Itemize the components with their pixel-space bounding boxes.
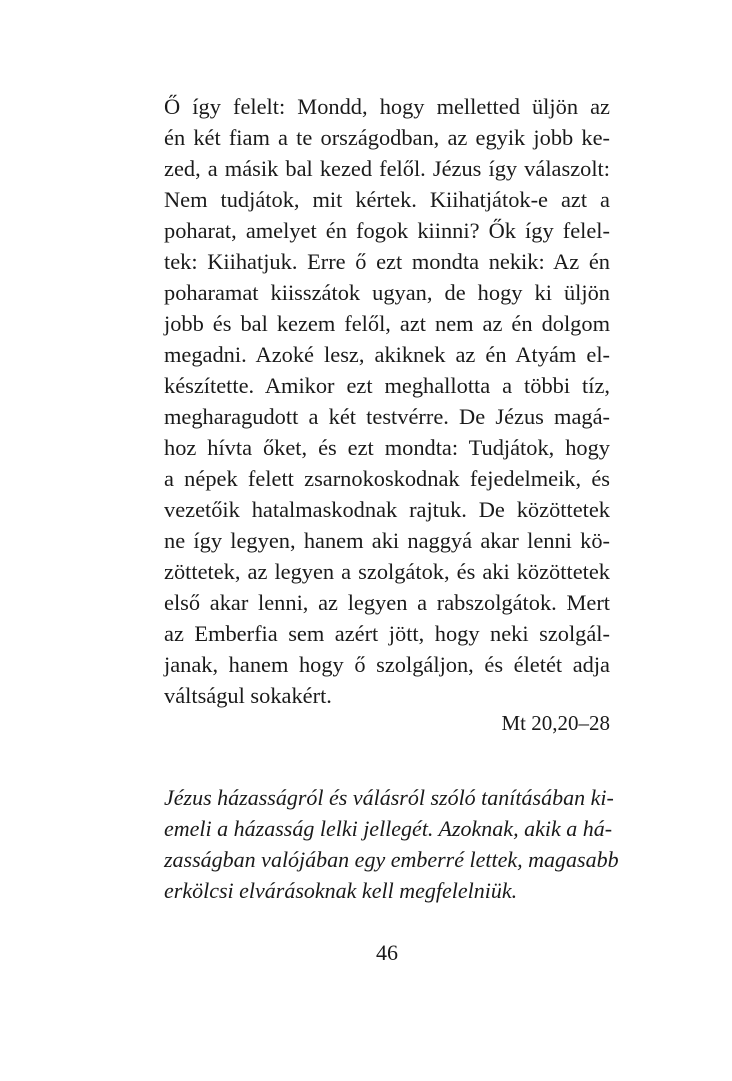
scripture-reference: Mt 20,20–28 [501,711,610,735]
scripture-passage [164,91,610,711]
commentary-line: zasságban valójában egy emberré lettek, magasabb [164,847,619,872]
passage-line: Nem tudjátok, mit kértek. Kiihatjátok-e azt a [164,187,610,212]
passage-line: poharat, amelyet én fogok kiinni? Ők így felel- [164,218,610,243]
passage-line: zöttetek, az legyen a szolgátok, és aki közöttetek [164,559,610,584]
passage-line: janak, hanem hogy ő szolgáljon, és életét adja [164,652,610,677]
passage-line: poharamat kiisszátok ugyan, de hogy ki üljön [164,280,610,305]
passage-line: jobb és bal kezem felől, azt nem az én dolgom [164,311,610,336]
commentary-line: erkölcsi elvárásoknak kell megfelelniük. [164,878,518,903]
passage-line: vezetőik hatalmaskodnak rajtuk. De közöttetek [164,497,610,522]
commentary-line: Jézus házasságról és válásról szóló tanításában ki- [164,785,614,810]
passage-line: zed, a másik bal kezed felől. Jézus így válaszolt: [164,156,610,181]
passage-line: ne így legyen, hanem aki naggyá akar lenni kö- [164,528,610,553]
passage-line: tek: Kiihatjuk. Erre ő ezt mondta nekik: Az én [164,249,610,274]
passage-line: megharagudott a két testvérre. De Jézus magá- [164,404,610,429]
passage-line: én két fiam a te országodban, az egyik jobb ke- [164,125,610,150]
passage-line: a népek felett zsarnokoskodnak fejedelmeik, és [164,466,610,491]
passage-line: Ő így felelt: Mondd, hogy melletted üljön az [164,94,610,119]
commentary-line: emeli a házasság lelki jellegét. Azoknak, akik a há- [164,816,613,841]
passage-line: váltságul sokakért. [164,683,332,708]
page-number: 46 [376,940,398,965]
passage-line: az Emberfia sem azért jött, hogy neki szolgál- [164,621,610,646]
passage-line: megadni. Azoké lesz, akiknek az én Atyám el- [164,342,610,367]
passage-line: hoz hívta őket, és ezt mondta: Tudjátok, hogy [164,435,610,460]
commentary-paragraph [164,782,619,906]
passage-line: készítette. Amikor ezt meghallotta a többi tíz, [164,373,610,398]
passage-line: első akar lenni, az legyen a rabszolgátok. Mert [164,590,610,615]
